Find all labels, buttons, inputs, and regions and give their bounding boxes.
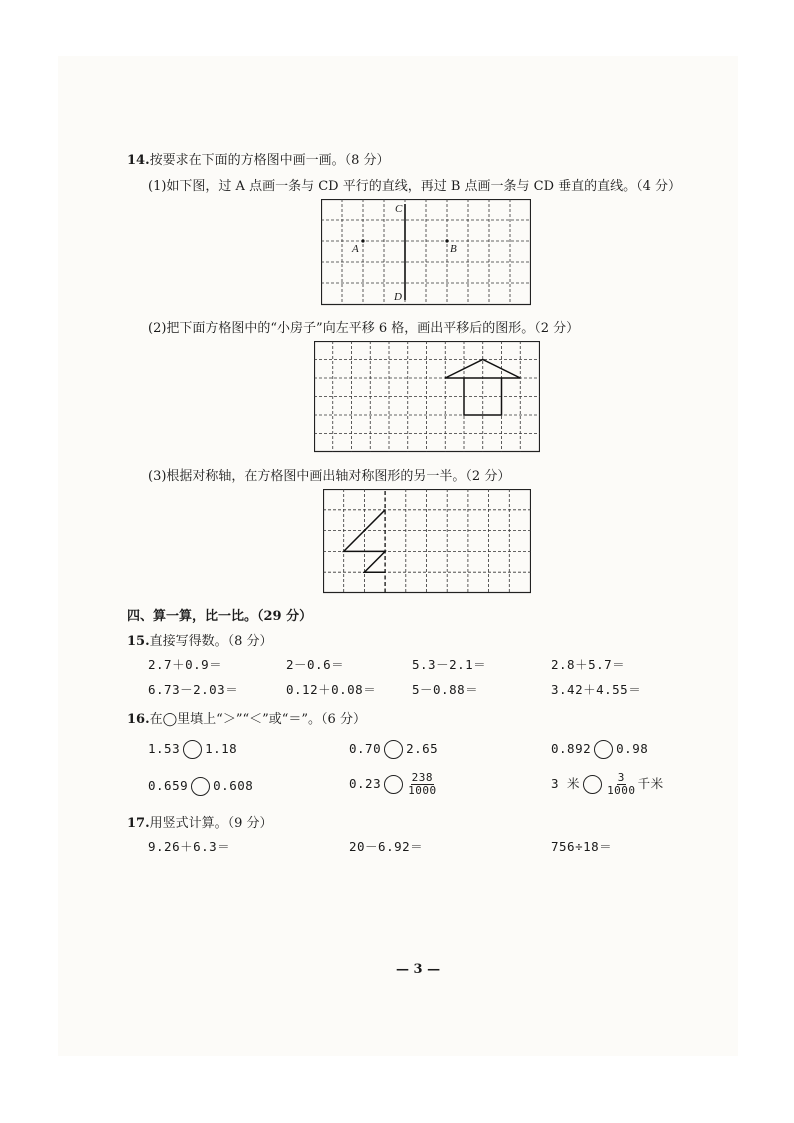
fraction-numerator: 238 <box>411 771 434 784</box>
q16-number: 16. <box>127 712 150 727</box>
q15-item: 2.8＋5.7＝ <box>551 657 626 672</box>
q17-item: 756÷18＝ <box>551 839 613 854</box>
q15-item: 5.3－2.1＝ <box>412 657 487 672</box>
point-a <box>361 239 364 242</box>
q15-item: 6.73－2.03＝ <box>148 682 239 697</box>
q16-heading <box>127 708 366 727</box>
compare-right: 0.608 <box>213 778 254 793</box>
q14-part2-text: (2)把下面方格图中的“小房子”向左平移 6 格，画出平移后的图形。（2 分） <box>148 321 580 336</box>
page-number: — 3 — <box>396 962 441 977</box>
answer-circle[interactable] <box>384 775 403 794</box>
q14-number: 14. <box>127 153 150 168</box>
compare-item <box>551 740 648 759</box>
section-4-title: 四、算一算，比一比。（29 分） <box>127 609 313 624</box>
fraction <box>607 772 636 797</box>
label-a: A <box>352 243 359 255</box>
q17-number: 17. <box>127 816 150 831</box>
compare-left: 1.53 <box>148 741 181 756</box>
label-b: B <box>450 243 457 255</box>
compare-item <box>148 777 253 796</box>
q15-heading <box>127 630 273 649</box>
label-c: C <box>395 203 403 215</box>
answer-circle[interactable] <box>183 740 202 759</box>
compare-left: 0.659 <box>148 778 189 793</box>
q16-text: 在◯里填上“＞”“＜”或“＝”。（6 分） <box>149 712 366 727</box>
compare-item <box>349 740 438 759</box>
compare-left: 0.70 <box>349 741 382 756</box>
q14-text: 按要求在下面的方格图中画一画。（8 分） <box>149 153 390 168</box>
q15-text: 直接写得数。（8 分） <box>149 634 273 649</box>
q17-text: 用竖式计算。（9 分） <box>149 816 273 831</box>
compare-left: 3 米 <box>551 776 581 791</box>
compare-item <box>148 740 237 759</box>
q15-item: 3.42＋4.55＝ <box>551 682 642 697</box>
compare-item <box>551 772 664 797</box>
fraction <box>408 772 437 797</box>
compare-item <box>349 772 439 797</box>
q14-heading <box>127 149 390 168</box>
answer-circle[interactable] <box>384 740 403 759</box>
compare-left: 0.892 <box>551 741 592 756</box>
fraction-denominator: 1000 <box>408 784 437 797</box>
q15-item: 2－0.6＝ <box>286 657 345 672</box>
compare-unit: 千米 <box>637 776 664 791</box>
answer-circle[interactable] <box>191 777 210 796</box>
point-b <box>445 239 448 242</box>
compare-right: 1.18 <box>205 741 238 756</box>
q17-item: 20－6.92＝ <box>349 839 424 854</box>
fraction-denominator: 1000 <box>607 784 636 797</box>
q14-part3-text: (3)根据对称轴，在方格图中画出轴对称图形的另一半。（2 分） <box>148 469 511 484</box>
q15-item: 0.12＋0.08＝ <box>286 682 377 697</box>
compare-left: 0.23 <box>349 776 382 791</box>
q15-number: 15. <box>127 634 150 649</box>
grid-2-translation <box>314 341 540 453</box>
compare-right: 2.65 <box>406 741 439 756</box>
answer-circle[interactable] <box>583 775 602 794</box>
q17-item: 9.26＋6.3＝ <box>148 839 231 854</box>
fraction-numerator: 3 <box>617 771 625 784</box>
label-d: D <box>394 291 402 303</box>
grid-3-symmetry <box>323 489 531 594</box>
compare-right: 0.98 <box>616 741 649 756</box>
answer-circle[interactable] <box>594 740 613 759</box>
q15-item: 2.7＋0.9＝ <box>148 657 223 672</box>
q14-part1-text: (1)如下图，过 A 点画一条与 CD 平行的直线，再过 B 点画一条与 CD 垂直的直线。（4 分） <box>148 179 682 194</box>
q15-item: 5－0.88＝ <box>412 682 479 697</box>
q17-heading <box>127 812 273 831</box>
